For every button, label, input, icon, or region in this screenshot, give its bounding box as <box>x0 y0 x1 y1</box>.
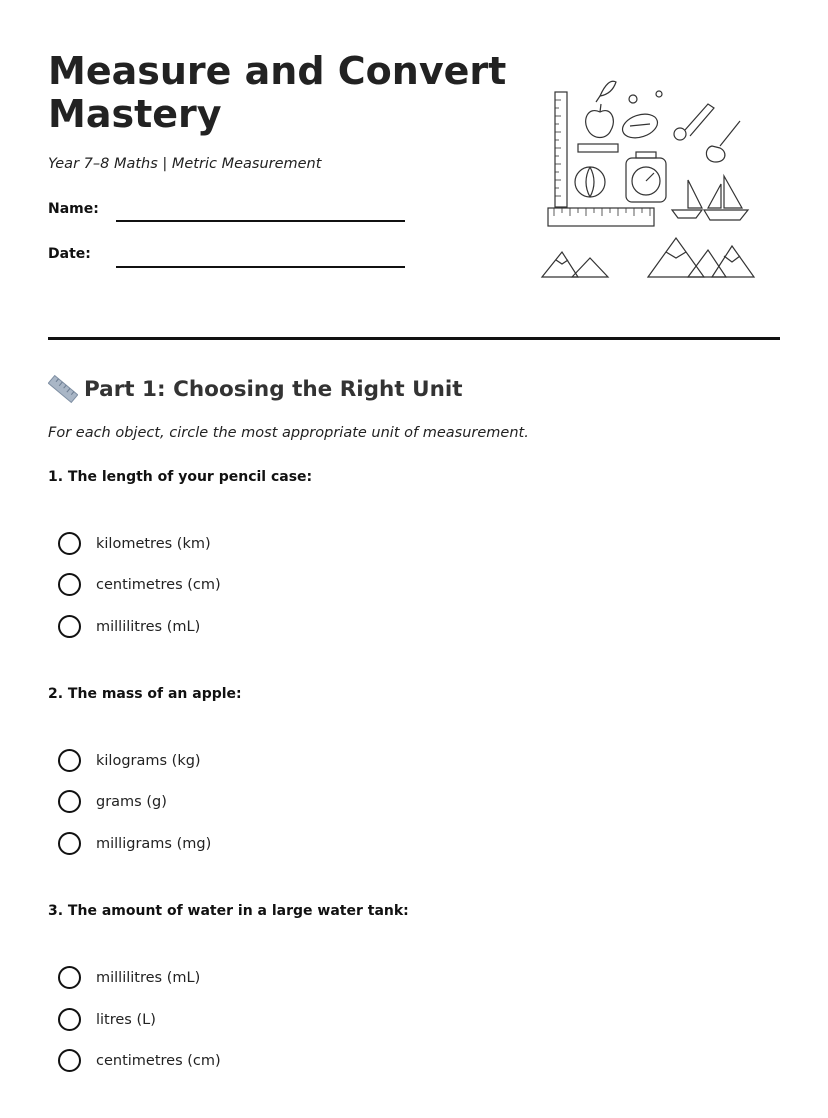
date-field[interactable] <box>116 266 405 268</box>
option-label: milligrams (mg) <box>96 835 212 852</box>
option-label: kilometres (km) <box>96 535 211 552</box>
q3-option-2[interactable] <box>58 1008 156 1031</box>
radio-circle[interactable] <box>58 573 81 596</box>
date-label: Date: <box>48 246 91 262</box>
radio-circle[interactable] <box>58 1008 81 1031</box>
q2-option-2[interactable] <box>58 790 167 813</box>
radio-circle[interactable] <box>58 1049 81 1072</box>
option-label: grams (g) <box>96 793 167 810</box>
part1-heading <box>48 374 463 404</box>
option-label: centimetres (cm) <box>96 1052 221 1069</box>
q1-option-2[interactable] <box>58 573 221 596</box>
radio-circle[interactable] <box>58 790 81 813</box>
worksheet-subtitle: Year 7–8 Maths | Metric Measurement <box>48 156 322 172</box>
worksheet-title: Measure and Convert Mastery <box>48 49 507 136</box>
option-label: millilitres (mL) <box>96 969 201 986</box>
option-label: millilitres (mL) <box>96 618 201 635</box>
part1-heading-text: Part 1: Choosing the Right Unit <box>84 376 463 402</box>
measurement-doodles-illustration <box>538 76 760 284</box>
radio-circle[interactable] <box>58 749 81 772</box>
q3-option-3[interactable] <box>58 1049 221 1072</box>
option-label: kilograms (kg) <box>96 752 201 769</box>
radio-circle[interactable] <box>58 832 81 855</box>
question-2-prompt: 2. The mass of an apple: <box>48 686 242 702</box>
q1-option-3[interactable] <box>58 615 200 638</box>
radio-circle[interactable] <box>58 615 81 638</box>
part1-instructions: For each object, circle the most appropriate unit of measurement. <box>48 425 529 441</box>
question-3-prompt: 3. The amount of water in a large water tank: <box>48 903 409 919</box>
q2-option-1[interactable] <box>58 749 201 772</box>
option-label: litres (L) <box>96 1011 156 1028</box>
name-label: Name: <box>48 201 99 217</box>
q1-option-1[interactable] <box>58 532 211 555</box>
radio-circle[interactable] <box>58 966 81 989</box>
q3-option-1[interactable] <box>58 966 200 989</box>
radio-circle[interactable] <box>58 532 81 555</box>
name-field[interactable] <box>116 220 405 222</box>
option-label: centimetres (cm) <box>96 576 221 593</box>
question-1-prompt: 1. The length of your pencil case: <box>48 469 313 485</box>
section-divider <box>48 337 780 340</box>
ruler-icon <box>48 374 78 404</box>
q2-option-3[interactable] <box>58 832 211 855</box>
